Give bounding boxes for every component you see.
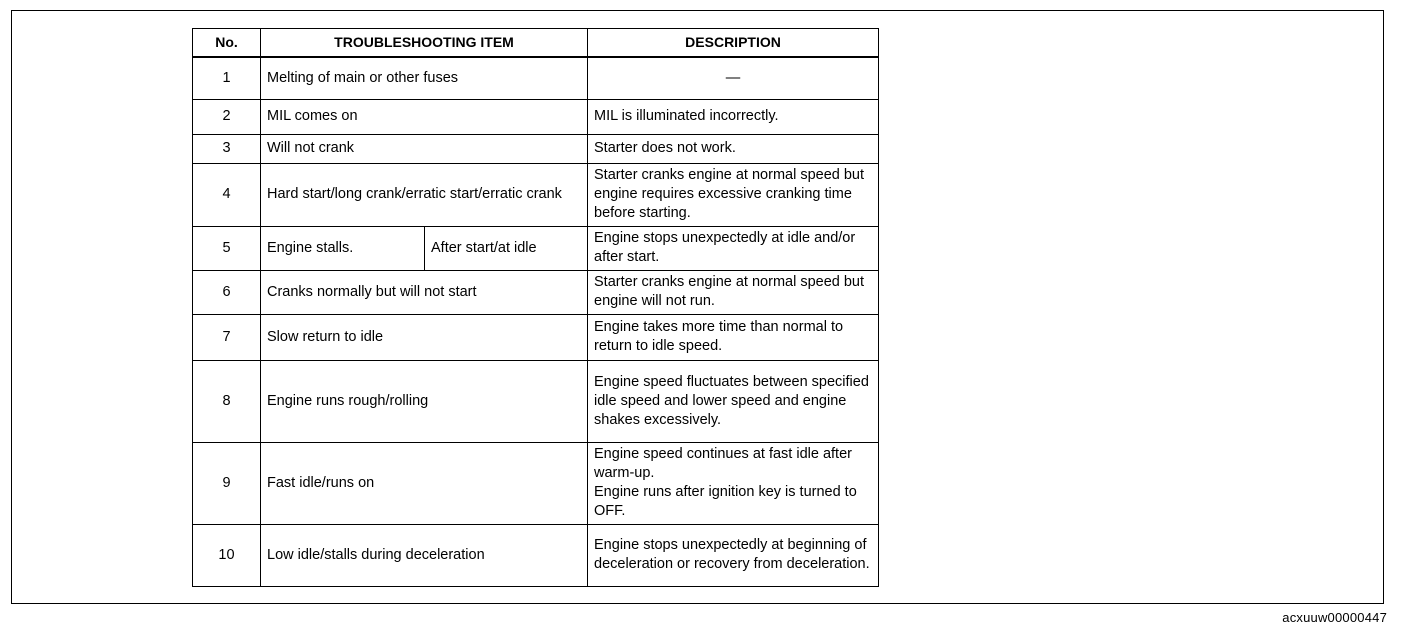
table-row <box>193 134 879 163</box>
row-number: 5 <box>193 226 261 270</box>
description: — <box>588 57 879 99</box>
row-number: 1 <box>193 57 261 99</box>
description: Starter cranks engine at normal speed but engine requires excessive cranking time before starting. <box>588 163 879 226</box>
troubleshooting-item: Will not crank <box>261 134 588 163</box>
troubleshooting-item: Slow return to idle <box>261 314 588 360</box>
table-header-row <box>193 29 879 58</box>
table-row <box>193 163 879 226</box>
troubleshooting-item: MIL comes on <box>261 99 588 134</box>
table-row <box>193 524 879 586</box>
troubleshooting-item: Engine runs rough/rolling <box>261 360 588 442</box>
troubleshooting-item: Engine stalls. <box>261 226 425 270</box>
row-number: 9 <box>193 442 261 524</box>
description: Engine stops unexpectedly at beginning of deceleration or recovery from deceleration. <box>588 524 879 586</box>
description-line-2: Engine runs after ignition key is turned to OFF. <box>594 484 857 519</box>
row-number: 7 <box>193 314 261 360</box>
description-line-1: Engine speed continues at fast idle after warm-up. <box>594 446 852 481</box>
troubleshooting-item: Hard start/long crank/erratic start/erratic crank <box>261 163 588 226</box>
table-row <box>193 360 879 442</box>
description: MIL is illuminated incorrectly. <box>588 99 879 134</box>
table-row <box>193 57 879 99</box>
troubleshooting-sub-item: After start/at idle <box>425 226 588 270</box>
row-number: 6 <box>193 270 261 314</box>
description <box>588 442 879 524</box>
table-row <box>193 442 879 524</box>
troubleshooting-item: Fast idle/runs on <box>261 442 588 524</box>
row-number: 3 <box>193 134 261 163</box>
description: Engine speed fluctuates between specified idle speed and lower speed and engine shakes excessively. <box>588 360 879 442</box>
row-number: 10 <box>193 524 261 586</box>
header-no: No. <box>193 29 261 58</box>
description: Starter does not work. <box>588 134 879 163</box>
troubleshooting-item: Low idle/stalls during deceleration <box>261 524 588 586</box>
description: Starter cranks engine at normal speed but engine will not run. <box>588 270 879 314</box>
troubleshooting-item: Melting of main or other fuses <box>261 57 588 99</box>
table-row <box>193 270 879 314</box>
header-troubleshooting-item: TROUBLESHOOTING ITEM <box>261 29 588 58</box>
row-number: 4 <box>193 163 261 226</box>
row-number: 8 <box>193 360 261 442</box>
description: Engine takes more time than normal to return to idle speed. <box>588 314 879 360</box>
table-row <box>193 314 879 360</box>
troubleshooting-item: Cranks normally but will not start <box>261 270 588 314</box>
table-row <box>193 99 879 134</box>
table-row <box>193 226 879 270</box>
figure-id-caption: acxuuw00000447 <box>1282 610 1387 625</box>
row-number: 2 <box>193 99 261 134</box>
header-description: DESCRIPTION <box>588 29 879 58</box>
troubleshooting-table <box>192 28 879 587</box>
description: Engine stops unexpectedly at idle and/or after start. <box>588 226 879 270</box>
